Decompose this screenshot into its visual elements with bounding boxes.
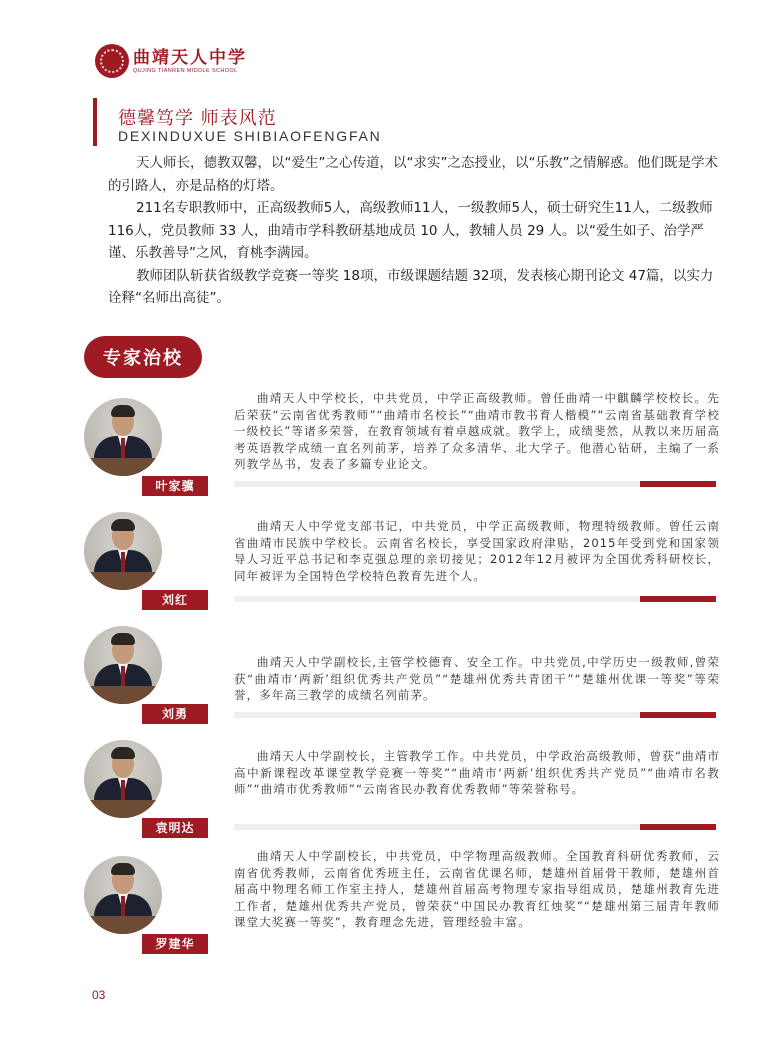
divider — [234, 712, 640, 718]
school-seal-icon — [95, 44, 129, 78]
profile-bio: 曲靖天人中学党支部书记，中共党员，中学正高级教师，物理特级教师。曾任云南省曲靖市民族中学校长。云南省名校长，享受国家政府津贴，2015年受到党和国家领导人习近平总书记和李克强总理的亲切接见；2012年12月被评为全国优秀科研校长，同年被评为全国特色学校特色教育先进个人。 — [234, 519, 720, 583]
divider-accent — [640, 824, 716, 830]
page-number: 03 — [92, 988, 106, 1002]
name-tag: 罗建华 — [142, 934, 208, 954]
intro-text — [108, 152, 720, 310]
school-name-en: QUJING TIANREN MIDDLE SCHOOL — [133, 68, 238, 74]
profile-bio: 曲靖天人中学副校长，中共党员，中学物理高级教师。全国教育科研优秀教师，云南省优秀教师，云南省优秀班主任，云南省优课名师，楚雄州首届骨干教师，楚雄州首届高中物理名师工作室主持人，楚雄州首届高考物理专家指导组成员，楚雄州教育先进工作者，楚雄州优秀共产党员，曾荣获“中国民办教育红烛奖”“楚雄州第三届青年教师课堂大奖赛一等奖”，教育理念先进，管理经验丰富。 — [234, 849, 720, 929]
divider-accent — [640, 712, 716, 718]
portrait — [84, 398, 162, 476]
divider — [234, 824, 640, 830]
profile-card — [84, 512, 724, 622]
school-name-cn: 曲靖天人中学 — [133, 48, 247, 68]
portrait — [84, 512, 162, 590]
profile-bio: 曲靖天人中学副校长，主管教学工作。中共党员，中学政治高级教师，曾获“曲靖市高中新课程改革课堂教学竞赛一等奖”“曲靖市‘两新’组织优秀共产党员”“曲靖市名教师”“曲靖市优秀教师”“云南省民办教育优秀教师”等荣誉称号。 — [234, 749, 720, 796]
portrait — [84, 740, 162, 818]
intro-paragraph: 教师团队斩获省级教学竞赛一等奖 18项，市级课题结题 32项，发表核心期刊论文 47篇，以实力诠释“名师出高徒”。 — [108, 267, 714, 306]
name-tag: 刘红 — [142, 590, 208, 610]
intro-paragraph: 天人师长，德教双馨，以“爱生”之心传道，以“求实”之态授业，以“乐教”之情解惑。他们既是学术的引路人，亦是品格的灯塔。 — [108, 155, 718, 194]
profile-bio: 曲靖天人中学副校长,主管学校德育、安全工作。中共党员,中学历史一级教师,曾荣获“曲靖市‘两新’组织优秀共产党员”“楚雄州优秀共青团干”“楚雄州优课一等奖”等荣誉，多年高三教学的成绩名列前茅。 — [234, 655, 720, 702]
divider-accent — [640, 596, 716, 602]
profile-card — [84, 740, 724, 850]
name-tag: 叶家骥 — [142, 476, 208, 496]
profile-bio: 曲靖天人中学校长，中共党员，中学正高级教师。曾任曲靖一中麒麟学校校长。先后荣获“云南省优秀教师”“曲靖市名校长”“曲靖市教书育人楷模”“云南省基础教育学校一级校长”等诸多荣誉，在教育领域有着卓越成就。教学上，成绩斐然，从教以来历届高考英语教学成绩一直名列前茅，培养了众多清华、北大学子。他潜心钻研，主编了一系列教学丛书，发表了多篇专业论文。 — [234, 391, 720, 471]
intro-paragraph: 211名专职教师中，正高级教师5人，高级教师11人，一级教师5人，硕士研究生11人，二级教师 116人，党员教师 33 人，曲靖市学科教研基地成员 10 人，教辅人员 29 人。以“爱生如子、治学严谨、乐教善导”之风，育桃李满园。 — [108, 200, 713, 261]
portrait — [84, 856, 162, 934]
title-accent-bar — [93, 98, 97, 146]
profile-card — [84, 391, 724, 508]
profile-card — [84, 849, 724, 966]
section-heading: 专家治校 — [84, 336, 202, 378]
school-logo — [95, 44, 247, 78]
name-tag: 袁明达 — [142, 818, 208, 838]
divider-accent — [640, 481, 716, 487]
name-tag: 刘勇 — [142, 704, 208, 724]
page-subtitle: DEXINDUXUE SHIBIAOFENGFAN — [118, 128, 382, 144]
portrait — [84, 626, 162, 704]
divider — [234, 596, 640, 602]
page-title: 德馨笃学 师表风范 — [118, 108, 277, 129]
divider — [234, 481, 640, 487]
profile-card — [84, 626, 724, 736]
